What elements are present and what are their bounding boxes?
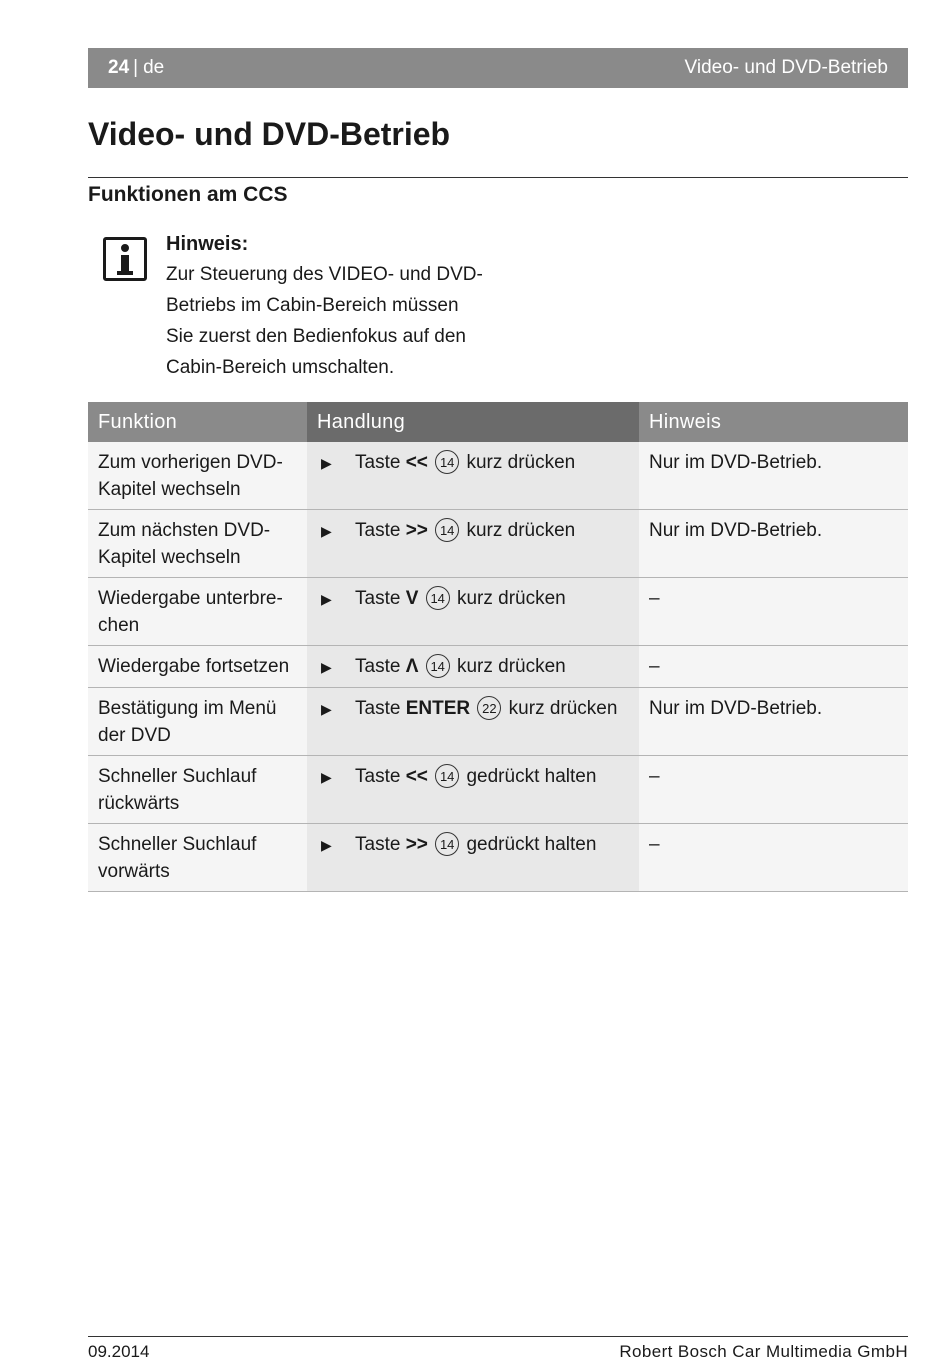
action-text: kurz drücken xyxy=(466,520,576,541)
column-header-handlung: Handlung xyxy=(307,402,639,442)
bullet-arrow-icon: ▶ xyxy=(321,591,332,607)
language-code: de xyxy=(143,57,165,78)
footer-date: 09.2014 xyxy=(88,1342,150,1361)
cell-handlung xyxy=(307,510,639,578)
cell-hinweis: – xyxy=(639,824,908,892)
page-header-bar xyxy=(88,48,908,88)
note-title: Hinweis: xyxy=(166,233,249,255)
cell-handlung xyxy=(307,824,639,892)
action-text: kurz drücken xyxy=(466,452,576,473)
action-prefix: Taste xyxy=(355,656,401,677)
key-symbol: >> xyxy=(405,834,428,855)
table-row xyxy=(88,646,908,688)
title-divider xyxy=(88,177,908,178)
key-symbol: V xyxy=(405,588,419,609)
cell-hinweis: Nur im DVD-Betrieb. xyxy=(639,688,908,756)
key-symbol: Λ xyxy=(405,656,419,677)
bullet-arrow-icon: ▶ xyxy=(321,701,332,717)
action-prefix: Taste xyxy=(355,520,401,541)
reference-number: 14 xyxy=(435,450,459,474)
key-symbol: << xyxy=(405,766,428,787)
page-title: Video- und DVD-Betrieb xyxy=(88,116,451,152)
action-prefix: Taste xyxy=(355,698,401,719)
action-text: kurz drücken xyxy=(508,698,618,719)
cell-handlung xyxy=(307,646,639,688)
cell-hinweis: – xyxy=(639,578,908,646)
action-text: kurz drücken xyxy=(456,588,566,609)
bullet-arrow-icon: ▶ xyxy=(321,837,332,853)
key-symbol: >> xyxy=(405,520,428,541)
reference-number: 14 xyxy=(435,832,459,856)
header-left xyxy=(108,57,164,79)
action-text: gedrückt halten xyxy=(466,834,597,855)
cell-hinweis: Nur im DVD-Betrieb. xyxy=(639,510,908,578)
action-prefix: Taste xyxy=(355,588,401,609)
bullet-arrow-icon: ▶ xyxy=(321,659,332,675)
action-prefix: Taste xyxy=(355,766,401,787)
table-row xyxy=(88,688,908,756)
reference-number: 22 xyxy=(477,696,501,720)
key-symbol: << xyxy=(405,452,428,473)
info-icon xyxy=(103,237,147,281)
column-header-hinweis: Hinweis xyxy=(639,402,908,442)
cell-hinweis: Nur im DVD-Betrieb. xyxy=(639,442,908,510)
reference-number: 14 xyxy=(426,654,450,678)
table-row xyxy=(88,442,908,510)
action-prefix: Taste xyxy=(355,452,401,473)
table-row xyxy=(88,824,908,892)
table-row xyxy=(88,756,908,824)
cell-funktion: Wiedergabe unterbre-chen xyxy=(88,578,307,646)
bullet-arrow-icon: ▶ xyxy=(321,455,332,471)
cell-funktion: Bestätigung im Menü der DVD xyxy=(88,688,307,756)
footer-divider xyxy=(88,1336,908,1337)
table-header-row xyxy=(88,402,908,442)
page-number: 24 xyxy=(108,57,130,78)
reference-number: 14 xyxy=(426,586,450,610)
cell-hinweis: – xyxy=(639,646,908,688)
table-row xyxy=(88,578,908,646)
cell-funktion: Zum nächsten DVD-Kapitel wechseln xyxy=(88,510,307,578)
action-prefix: Taste xyxy=(355,834,401,855)
action-text: gedrückt halten xyxy=(466,766,597,787)
footer-company: Robert Bosch Car Multimedia GmbH xyxy=(619,1342,908,1361)
bullet-arrow-icon: ▶ xyxy=(321,769,332,785)
functions-table xyxy=(88,402,908,892)
cell-handlung xyxy=(307,688,639,756)
column-header-funktion: Funktion xyxy=(88,402,307,442)
header-section-title: Video- und DVD-Betrieb xyxy=(684,57,888,78)
cell-handlung xyxy=(307,442,639,510)
reference-number: 14 xyxy=(435,518,459,542)
note-text: Zur Steuerung des VIDEO- und DVD-Betriebs im Cabin-Bereich müssen Sie zuerst den Bedienfokus auf den Cabin-Bereich umschalten. xyxy=(166,264,483,378)
cell-handlung xyxy=(307,578,639,646)
cell-funktion: Wiedergabe fortsetzen xyxy=(88,646,307,688)
reference-number: 14 xyxy=(435,764,459,788)
header-separator: | xyxy=(133,57,139,78)
section-title: Funktionen am CCS xyxy=(88,183,288,206)
key-symbol: ENTER xyxy=(405,698,471,719)
table-row xyxy=(88,510,908,578)
cell-funktion: Zum vorherigen DVD-Kapitel wechseln xyxy=(88,442,307,510)
cell-hinweis: – xyxy=(639,756,908,824)
cell-handlung xyxy=(307,756,639,824)
cell-funktion: Schneller Suchlauf vorwärts xyxy=(88,824,307,892)
action-text: kurz drücken xyxy=(456,656,566,677)
note-box xyxy=(166,230,486,383)
cell-funktion: Schneller Suchlauf rückwärts xyxy=(88,756,307,824)
bullet-arrow-icon: ▶ xyxy=(321,523,332,539)
